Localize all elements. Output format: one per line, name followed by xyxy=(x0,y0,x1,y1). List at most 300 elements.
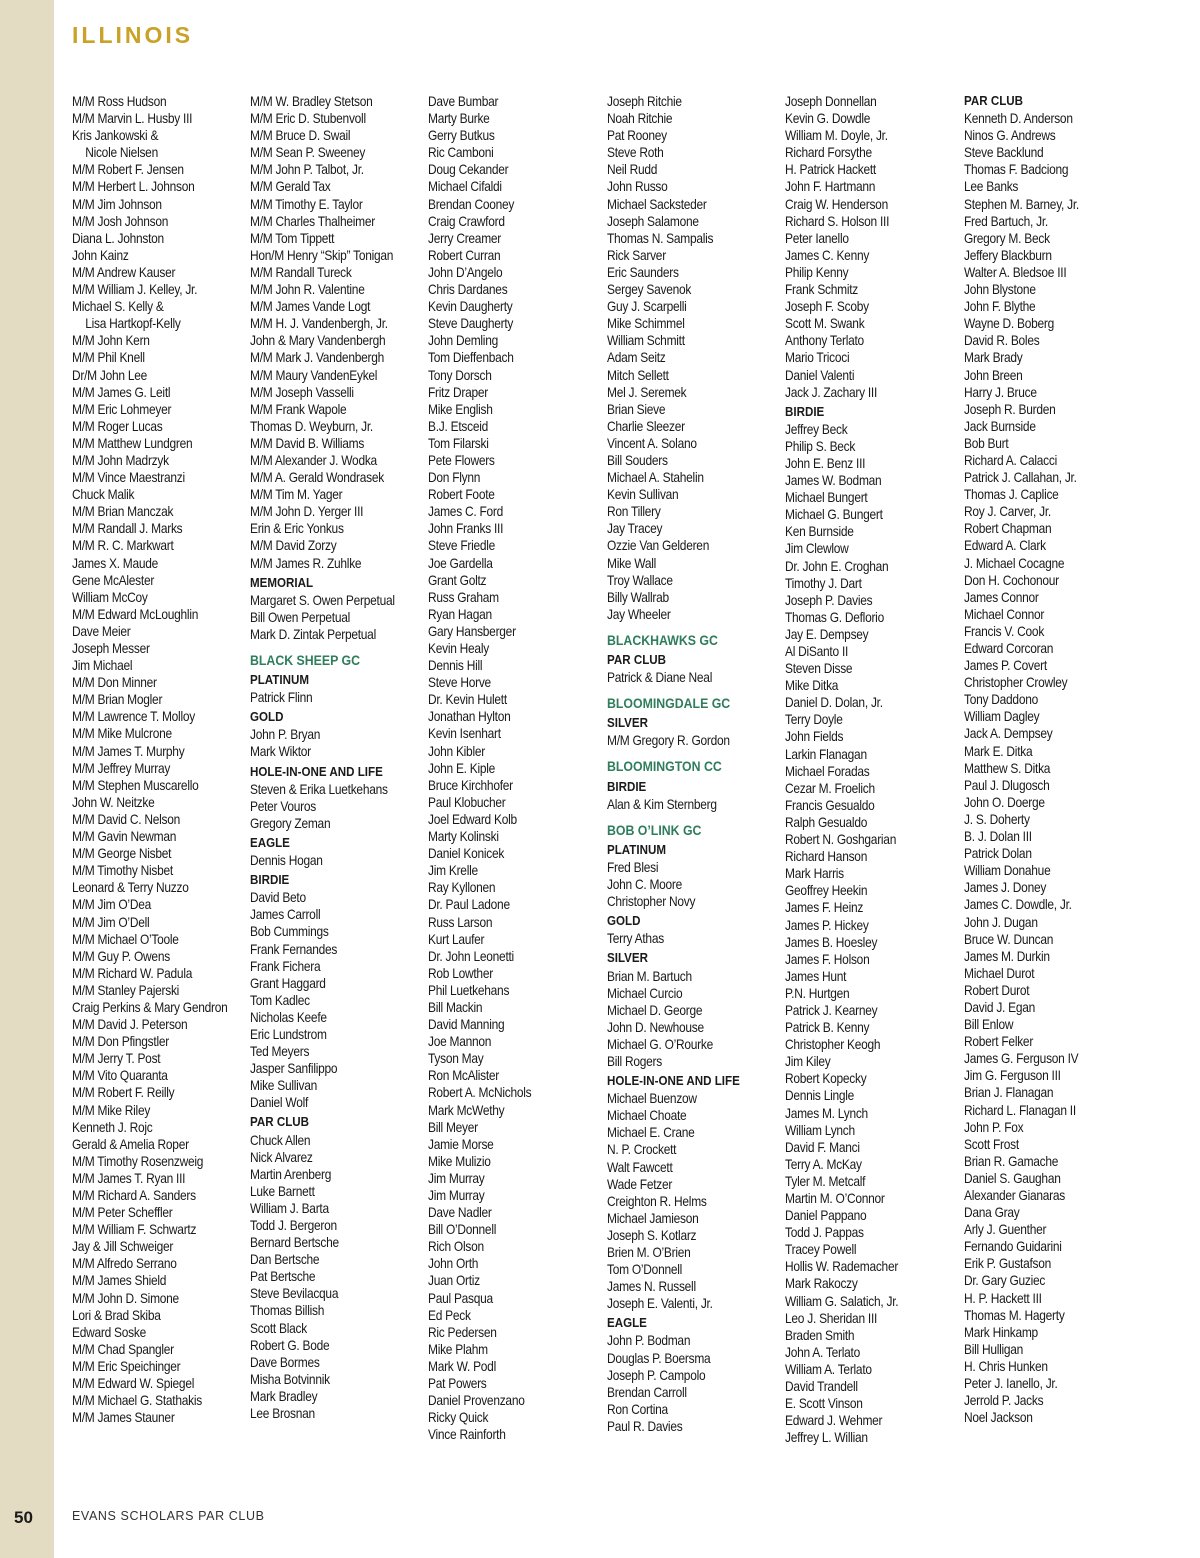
donor-name: Edward Corcoran xyxy=(964,641,1054,656)
level-heading: BIRDIE xyxy=(250,873,290,888)
donor-name: Jim Murray xyxy=(428,1188,485,1203)
donor-name: John & Mary Vandenbergh xyxy=(250,333,386,349)
donor-name: Mark Wiktor xyxy=(250,744,311,760)
donor-name: M/M James T. Murphy xyxy=(72,743,185,759)
donor-name: M/M John R. Valentine xyxy=(250,282,365,298)
donor-name: Paul Pasqua xyxy=(428,1290,493,1306)
donor-name: M/M Timothy Nisbet xyxy=(72,863,173,879)
donor-name: Mario Tricoci xyxy=(785,350,850,366)
donor-name: M/M Eric D. Stubenvoll xyxy=(250,111,366,127)
donor-name: M/M Gregory R. Gordon xyxy=(607,733,730,749)
donor-name: Craig W. Henderson xyxy=(785,196,888,212)
donor-name: Dave Nadler xyxy=(428,1205,492,1221)
donor-name: P.N. Hurtgen xyxy=(785,985,850,1001)
donor-name: M/M Phil Knell xyxy=(72,350,145,366)
donor-name: Creighton R. Helms xyxy=(607,1193,707,1209)
level-heading: GOLD xyxy=(250,710,284,725)
donor-name: M/M Bruce D. Swail xyxy=(250,128,351,144)
donor-name: Jerrold P. Jacks xyxy=(964,1393,1044,1409)
donor-name: Marty Burke xyxy=(428,111,490,127)
donor-name: Terry Athas xyxy=(607,931,664,947)
donor-name: Dr/M John Lee xyxy=(72,367,148,383)
donor-name: Michael Choate xyxy=(607,1108,687,1124)
donor-name: Peter Vouros xyxy=(250,798,316,814)
donor-name: Brian J. Flanagan xyxy=(964,1085,1054,1101)
donor-name: Patrick & Diane Neal xyxy=(607,670,713,686)
donor-name: Joseph Salamone xyxy=(607,213,699,229)
donor-name: Patrick Flinn xyxy=(250,690,313,706)
donor-name: Tyson May xyxy=(428,1051,484,1067)
donor-name: Marty Kolinski xyxy=(428,829,499,845)
donor-name: Alan & Kim Sternberg xyxy=(607,796,717,812)
donor-name: Erin & Eric Yonkus xyxy=(250,521,344,537)
donor-name: M/M H. J. Vandenbergh, Jr. xyxy=(250,316,388,332)
donor-name: Richard A. Calacci xyxy=(964,452,1057,468)
donor-name: James Carroll xyxy=(250,907,321,923)
donor-name: Mike Schimmel xyxy=(607,316,685,332)
donor-name: Steve Roth xyxy=(607,145,664,161)
donor-name: Vincent A. Solano xyxy=(607,435,697,451)
donor-name: Geoffrey Heekin xyxy=(785,883,868,899)
donor-name: Walter A. Bledsoe III xyxy=(964,264,1067,280)
donor-name: Dennis Hill xyxy=(428,658,483,674)
donor-name: Steven Disse xyxy=(785,661,853,677)
donor-name: John D’Angelo xyxy=(428,264,503,280)
donor-name: Robert Curran xyxy=(428,247,501,263)
donor-name: Steve Friedle xyxy=(428,538,496,554)
donor-name: Joe Mannon xyxy=(428,1034,492,1050)
donor-name: M/M Stephen Muscarello xyxy=(72,777,199,793)
donor-name: John Kainz xyxy=(72,247,129,263)
donor-name: Mike Wall xyxy=(607,555,657,571)
donor-name: William Dagley xyxy=(964,709,1040,725)
donor-name: Grant Goltz xyxy=(428,572,487,588)
level-heading: PAR CLUB xyxy=(964,94,1024,108)
donor-name: Michael Jamieson xyxy=(607,1210,699,1226)
level-heading: PAR CLUB xyxy=(250,1115,310,1130)
donor-name: M/M Charles Thalheimer xyxy=(250,213,375,229)
donor-name: Brian R. Gamache xyxy=(964,1153,1059,1169)
level-heading: MEMORIAL xyxy=(250,575,314,590)
donor-name: Dennis Lingle xyxy=(785,1088,855,1104)
donor-name: William J. Barta xyxy=(250,1200,329,1216)
donor-name: Frank Fernandes xyxy=(250,941,338,957)
donor-name: Gregory Zeman xyxy=(250,815,331,831)
donor-name: Paul R. Davies xyxy=(607,1418,683,1434)
level-heading: BIRDIE xyxy=(785,404,825,419)
donor-name: M/M Gavin Newman xyxy=(72,829,177,845)
donor-name: Harry J. Bruce xyxy=(964,384,1037,400)
donor-name: Richard S. Holson III xyxy=(785,213,890,229)
donor-name: Jay Wheeler xyxy=(607,606,671,622)
donor-name: Robert Kopecky xyxy=(785,1071,867,1087)
donor-name: Jeffery Blackburn xyxy=(964,247,1052,263)
donor-name: Jay Tracey xyxy=(607,521,663,537)
donor-name: John Demling xyxy=(428,333,498,349)
donor-name: Dr. Paul Ladone xyxy=(428,897,510,913)
donor-name: James N. Russell xyxy=(607,1279,696,1295)
donor-name: Steve Daugherty xyxy=(428,316,514,332)
donor-name: Ted Meyers xyxy=(250,1044,310,1060)
donor-name: Paul J. Dlugosch xyxy=(964,777,1050,793)
donor-name: Patrick Dolan xyxy=(964,846,1032,862)
donor-name: Daniel S. Gaughan xyxy=(964,1170,1061,1186)
donor-name: M/M James R. Zuhlke xyxy=(250,555,362,571)
donor-name: Bruce Kirchhofer xyxy=(428,777,513,793)
donor-name: Larkin Flanagan xyxy=(785,746,867,762)
donor-name: Daniel Provenzano xyxy=(428,1393,525,1409)
donor-name: Joseph P. Campolo xyxy=(607,1367,706,1383)
club-heading: BLOOMINGTON CC xyxy=(607,759,722,775)
donor-name: M/M Marvin L. Husby III xyxy=(72,111,193,127)
donor-name: Leonard & Terry Nuzzo xyxy=(72,880,189,896)
donor-name: David Trandell xyxy=(785,1379,858,1395)
donor-name: Ron Cortina xyxy=(607,1401,668,1417)
donor-name: J. Michael Cocagne xyxy=(964,555,1065,571)
donor-name: M/M Frank Wapole xyxy=(250,401,347,417)
donor-name: Bob Cummings xyxy=(250,924,329,940)
donor-name: M/M David Zorzy xyxy=(250,538,337,554)
donor-name: Daniel D. Dolan, Jr. xyxy=(785,695,883,711)
donor-name: Tony Daddono xyxy=(964,692,1038,708)
donor-name: M/M John P. Talbot, Jr. xyxy=(250,162,364,178)
donor-name: M/M Peter Scheffler xyxy=(72,1205,173,1221)
donor-name: Wade Fetzer xyxy=(607,1176,673,1192)
donor-name: Arly J. Guenther xyxy=(964,1222,1047,1238)
donor-name: John A. Terlato xyxy=(785,1344,860,1360)
donor-name: Rick Sarver xyxy=(607,247,666,263)
donor-name: M/M Michael O’Toole xyxy=(72,931,179,947)
donor-name: M/M Don Pfingstler xyxy=(72,1034,169,1050)
level-heading: HOLE-IN-ONE AND LIFE xyxy=(250,764,383,779)
donor-name: Diana L. Johnston xyxy=(72,230,164,246)
donor-name: Edward A. Clark xyxy=(964,538,1046,554)
donor-name: M/M Michael G. Stathakis xyxy=(72,1393,202,1409)
donor-name: M/M Tom Tippett xyxy=(250,230,335,246)
donor-name: Mark Hinkamp xyxy=(964,1324,1038,1340)
donor-name: Joseph Ritchie xyxy=(607,94,682,109)
donor-name: Craig Perkins & Mary Gendron xyxy=(72,999,228,1015)
donor-name: Ric Pedersen xyxy=(428,1324,497,1340)
donor-name: John E. Kiple xyxy=(428,760,496,776)
donor-name: Robert Chapman xyxy=(964,521,1052,537)
donor-name: Patrick J. Callahan, Jr. xyxy=(964,470,1077,486)
donor-name: William McCoy xyxy=(72,589,148,605)
donor-name: Luke Barnett xyxy=(250,1183,315,1199)
donor-name: Paul Klobucher xyxy=(428,794,506,810)
donor-name: Roy J. Carver, Jr. xyxy=(964,504,1051,520)
donor-name: Dana Gray xyxy=(964,1205,1020,1221)
donor-name: Jim Murray xyxy=(428,1170,485,1186)
donor-name: Dan Bertsche xyxy=(250,1252,320,1268)
donor-name: M/M Lawrence T. Molloy xyxy=(72,709,195,725)
donor-name: Charlie Sleezer xyxy=(607,418,685,434)
donor-name: M/M Jeffrey Murray xyxy=(72,760,171,776)
level-heading: EAGLE xyxy=(607,1316,647,1331)
donor-name: Mike English xyxy=(428,401,493,417)
donor-name: Mitch Sellett xyxy=(607,367,669,383)
donor-name-continuation: Nicole Nielsen xyxy=(85,145,158,161)
donor-name: Brian M. Bartuch xyxy=(607,968,692,984)
donor-name: Thomas D. Weyburn, Jr. xyxy=(250,418,373,434)
donor-name: Brien M. O’Brien xyxy=(607,1245,691,1260)
donor-name: Gregory M. Beck xyxy=(964,230,1050,246)
donor-name: M/M R. C. Markwart xyxy=(72,538,174,554)
donor-name: Joseph E. Valenti, Jr. xyxy=(607,1296,713,1312)
donor-name: Chris Dardanes xyxy=(428,282,508,298)
donor-name: M/M Maury VandenEykel xyxy=(250,367,378,383)
donor-name: Joseph Donnellan xyxy=(785,94,877,109)
level-heading: PAR CLUB xyxy=(607,653,667,667)
donor-name: Michael D. George xyxy=(607,1002,703,1018)
donor-name: Brendan Carroll xyxy=(607,1384,687,1400)
donor-name: Bill Meyer xyxy=(428,1119,478,1135)
donor-name: M/M Roger Lucas xyxy=(72,418,163,434)
donor-name: Ricky Quick xyxy=(428,1410,489,1426)
donor-name: M/M William J. Kelley, Jr. xyxy=(72,282,198,298)
donor-name: Ken Burnside xyxy=(785,524,854,540)
donor-name: M/M Matthew Lundgren xyxy=(72,435,193,451)
donor-name: Mark Harris xyxy=(785,866,844,882)
donor-name: Kevin Healy xyxy=(428,641,489,656)
donor-name: Daniel Pappano xyxy=(785,1208,867,1224)
donor-name: Vince Rainforth xyxy=(428,1427,506,1443)
donor-name: Christopher Novy xyxy=(607,894,696,910)
donor-name: David R. Boles xyxy=(964,333,1040,349)
donor-name: Kevin Daugherty xyxy=(428,299,513,315)
donor-name: Pat Rooney xyxy=(607,128,667,144)
donor-name: M/M Gerald Tax xyxy=(250,179,331,195)
donor-name: Michael Connor xyxy=(964,606,1045,622)
donor-name: Joseph S. Kotlarz xyxy=(607,1227,697,1243)
donor-name: John Blystone xyxy=(964,282,1036,298)
donor-column-3 xyxy=(428,93,600,1443)
donor-name: Gary Hansberger xyxy=(428,623,516,639)
donor-name: Richard L. Flanagan II xyxy=(964,1102,1076,1118)
donor-name: Hollis W. Rademacher xyxy=(785,1259,899,1275)
donor-name: M/M Mike Mulcrone xyxy=(72,726,172,742)
donor-name: Tom Kadlec xyxy=(250,992,310,1008)
donor-name: Kevin Isenhart xyxy=(428,726,501,742)
donor-name: Daniel Wolf xyxy=(250,1095,309,1111)
donor-name: Edward J. Wehmer xyxy=(785,1413,883,1429)
donor-name: Noel Jackson xyxy=(964,1410,1033,1426)
donor-name: M/M Edward McLoughlin xyxy=(72,606,199,622)
donor-name: Dr. John Leonetti xyxy=(428,948,514,964)
donor-name: Don Flynn xyxy=(428,470,481,486)
donor-name: H. Patrick Hackett xyxy=(785,162,876,178)
club-heading: BLOOMINGDALE GC xyxy=(607,696,731,712)
donor-name: M/M John D. Simone xyxy=(72,1290,179,1306)
donor-name: Jay E. Dempsey xyxy=(785,626,869,642)
donor-name: Michael Buenzow xyxy=(607,1091,697,1107)
donor-name: Bruce W. Duncan xyxy=(964,931,1054,947)
donor-name: M/M Herbert L. Johnson xyxy=(72,179,195,195)
donor-name: Phil Luetkehans xyxy=(428,982,510,998)
donor-name: M/M James G. Leitl xyxy=(72,384,171,400)
donor-name: Rich Olson xyxy=(428,1239,484,1255)
donor-name: Douglas P. Boersma xyxy=(607,1350,711,1366)
donor-name: M/M Brian Mogler xyxy=(72,692,163,708)
donor-name: Todd J. Pappas xyxy=(785,1225,864,1241)
donor-name: Michael E. Crane xyxy=(607,1125,695,1141)
donor-name: John P. Fox xyxy=(964,1119,1024,1135)
donor-name: Ralph Gesualdo xyxy=(785,814,868,830)
donor-name: N. P. Crockett xyxy=(607,1142,677,1158)
page-title: ILLINOIS xyxy=(72,22,194,48)
donor-name: Jack A. Dempsey xyxy=(964,726,1053,742)
donor-name: Bill Hulligan xyxy=(964,1341,1024,1357)
donor-column-5 xyxy=(785,93,957,1446)
club-heading: BOB O’LINK GC xyxy=(607,822,702,838)
donor-name: James C. Kenny xyxy=(785,247,870,263)
donor-name: Philip Kenny xyxy=(785,264,849,280)
donor-name: M/M William F. Schwartz xyxy=(72,1222,197,1238)
donor-name: Michael Sacksteder xyxy=(607,196,707,212)
donor-name: Dave Meier xyxy=(72,623,131,639)
donor-name: M/M George Nisbet xyxy=(72,846,172,862)
donor-name: Ryan Hagan xyxy=(428,606,492,622)
donor-name: Jeffrey Beck xyxy=(785,421,848,437)
footer-title: EVANS SCHOLARS PAR CLUB xyxy=(72,1509,265,1523)
donor-name: Kenneth J. Rojc xyxy=(72,1119,153,1135)
donor-name: M/M David C. Nelson xyxy=(72,811,180,827)
donor-name: John C. Moore xyxy=(607,877,683,893)
donor-name: Margaret S. Owen Perpetual xyxy=(250,592,395,608)
donor-name: Mike Plahm xyxy=(428,1341,488,1357)
donor-name: Mike Mulizio xyxy=(428,1153,491,1169)
donor-name: Mike Ditka xyxy=(785,678,839,694)
donor-name: Jay & Jill Schweiger xyxy=(72,1239,174,1255)
donor-name: Jim G. Ferguson III xyxy=(964,1068,1061,1084)
donor-name: Grant Haggard xyxy=(250,975,326,991)
level-heading: GOLD xyxy=(607,914,641,929)
donor-name: Thomas J. Caplice xyxy=(964,487,1059,503)
donor-name: Tom O’Donnell xyxy=(607,1262,683,1278)
donor-name: M/M A. Gerald Wondrasek xyxy=(250,470,384,486)
donor-name: James B. Hoesley xyxy=(785,934,878,950)
donor-name: M/M James T. Ryan III xyxy=(72,1170,186,1186)
donor-name: David Manning xyxy=(428,1017,505,1033)
donor-name: B. J. Dolan III xyxy=(964,829,1032,845)
donor-name: Jack Burnside xyxy=(964,418,1036,434)
donor-name: M/M Robert F. Reilly xyxy=(72,1085,175,1101)
donor-name: M/M Eric Speichinger xyxy=(72,1358,181,1374)
donor-name: Misha Botvinnik xyxy=(250,1371,330,1387)
donor-name: John Franks III xyxy=(428,521,504,537)
donor-name: Peter J. Ianello, Jr. xyxy=(964,1376,1058,1392)
donor-name: Patrick B. Kenny xyxy=(785,1020,870,1036)
donor-name: Kris Jankowski & xyxy=(72,128,159,144)
donor-name: Ray Kyllonen xyxy=(428,880,496,896)
donor-name: Fernando Guidarini xyxy=(964,1239,1062,1255)
donor-name: H. P. Hackett III xyxy=(964,1290,1042,1306)
club-heading: BLACKHAWKS GC xyxy=(607,632,718,648)
donor-name: M/M Andrew Kauser xyxy=(72,264,176,280)
donor-name: John Orth xyxy=(428,1256,479,1272)
donor-name: Robert A. McNichols xyxy=(428,1085,532,1101)
donor-name: Pat Powers xyxy=(428,1376,487,1392)
donor-name: M/M Richard W. Padula xyxy=(72,965,193,981)
donor-name: M/M Randall Tureck xyxy=(250,264,352,280)
donor-name: James C. Dowdle, Jr. xyxy=(964,897,1072,913)
donor-name: James Hunt xyxy=(785,968,847,984)
donor-name: Lee Banks xyxy=(964,179,1019,195)
donor-name: M/M Jim Johnson xyxy=(72,196,162,212)
donor-name: Gerry Butkus xyxy=(428,128,495,144)
donor-name: John P. Bryan xyxy=(250,727,321,743)
donor-name: Michael Durot xyxy=(964,965,1035,981)
donor-column-2 xyxy=(250,93,422,1422)
donor-name: Steve Horve xyxy=(428,675,491,691)
donor-name: M/M Guy P. Owens xyxy=(72,948,170,964)
donor-name: E. Scott Vinson xyxy=(785,1396,863,1412)
donor-name: Francis V. Cook xyxy=(964,623,1045,639)
donor-name: Ninos G. Andrews xyxy=(964,128,1056,144)
donor-name: Ric Camboni xyxy=(428,145,494,161)
donor-name: Richard Forsythe xyxy=(785,145,872,161)
donor-name: Jim Kiley xyxy=(785,1054,831,1070)
donor-name: M/M James Vande Logt xyxy=(250,299,371,315)
donor-name: Brendan Cooney xyxy=(428,196,515,212)
donor-name: Michael G. Bungert xyxy=(785,507,883,523)
donor-name: Eric Lundstrom xyxy=(250,1026,327,1042)
donor-name: Mark McWethy xyxy=(428,1102,505,1118)
donor-name: Michael G. O’Rourke xyxy=(607,1036,714,1052)
donor-name: M/M Stanley Pajerski xyxy=(72,982,180,998)
page-number: 50 xyxy=(14,1508,33,1527)
donor-name: Jonathan Hylton xyxy=(428,709,511,725)
donor-name: M/M Robert F. Jensen xyxy=(72,162,184,178)
donor-name: James C. Ford xyxy=(428,504,504,520)
donor-name: Nick Alvarez xyxy=(250,1149,313,1165)
donor-name: Bill Rogers xyxy=(607,1053,662,1069)
donor-name: William M. Doyle, Jr. xyxy=(785,128,888,144)
donor-name: William Schmitt xyxy=(607,333,685,349)
donor-name: James F. Holson xyxy=(785,951,870,967)
donor-name: M/M Brian Manczak xyxy=(72,504,174,520)
donor-name: Edward Soske xyxy=(72,1324,146,1340)
donor-name: Erik P. Gustafson xyxy=(964,1256,1052,1272)
donor-name: Thomas Billish xyxy=(250,1303,325,1319)
donor-name: M/M Mike Riley xyxy=(72,1102,151,1118)
donor-name: Scott Black xyxy=(250,1320,307,1336)
donor-name: James M. Lynch xyxy=(785,1105,868,1121)
donor-name: John J. Dugan xyxy=(964,914,1038,930)
donor-name: Michael Cifaldi xyxy=(428,179,502,195)
donor-name: William Lynch xyxy=(785,1122,855,1138)
donor-name: M/M Alexander J. Wodka xyxy=(250,452,377,468)
donor-name: Pete Flowers xyxy=(428,452,495,468)
donor-name: Robert N. Goshgarian xyxy=(785,832,897,848)
donor-name: Ed Peck xyxy=(428,1307,471,1323)
donor-name: Ron Tillery xyxy=(607,504,661,520)
donor-name: Peter Ianello xyxy=(785,230,849,246)
donor-name: Leo J. Sheridan III xyxy=(785,1310,878,1326)
donor-name: M/M Chad Spangler xyxy=(72,1341,174,1357)
donor-name: Bill Owen Perpetual xyxy=(250,609,351,625)
donor-name: Gerald & Amelia Roper xyxy=(72,1136,189,1152)
donor-name: James F. Heinz xyxy=(785,900,864,916)
donor-name: Joseph F. Scoby xyxy=(785,299,869,315)
donor-name: Chuck Malik xyxy=(72,487,135,503)
donor-name: John E. Benz III xyxy=(785,455,866,471)
donor-name: Dr. John E. Croghan xyxy=(785,558,889,574)
donor-name: Patrick J. Kearney xyxy=(785,1002,878,1018)
donor-name: John Fields xyxy=(785,729,844,745)
donor-name: Walt Fawcett xyxy=(607,1159,673,1175)
donor-name: William A. Terlato xyxy=(785,1361,872,1377)
